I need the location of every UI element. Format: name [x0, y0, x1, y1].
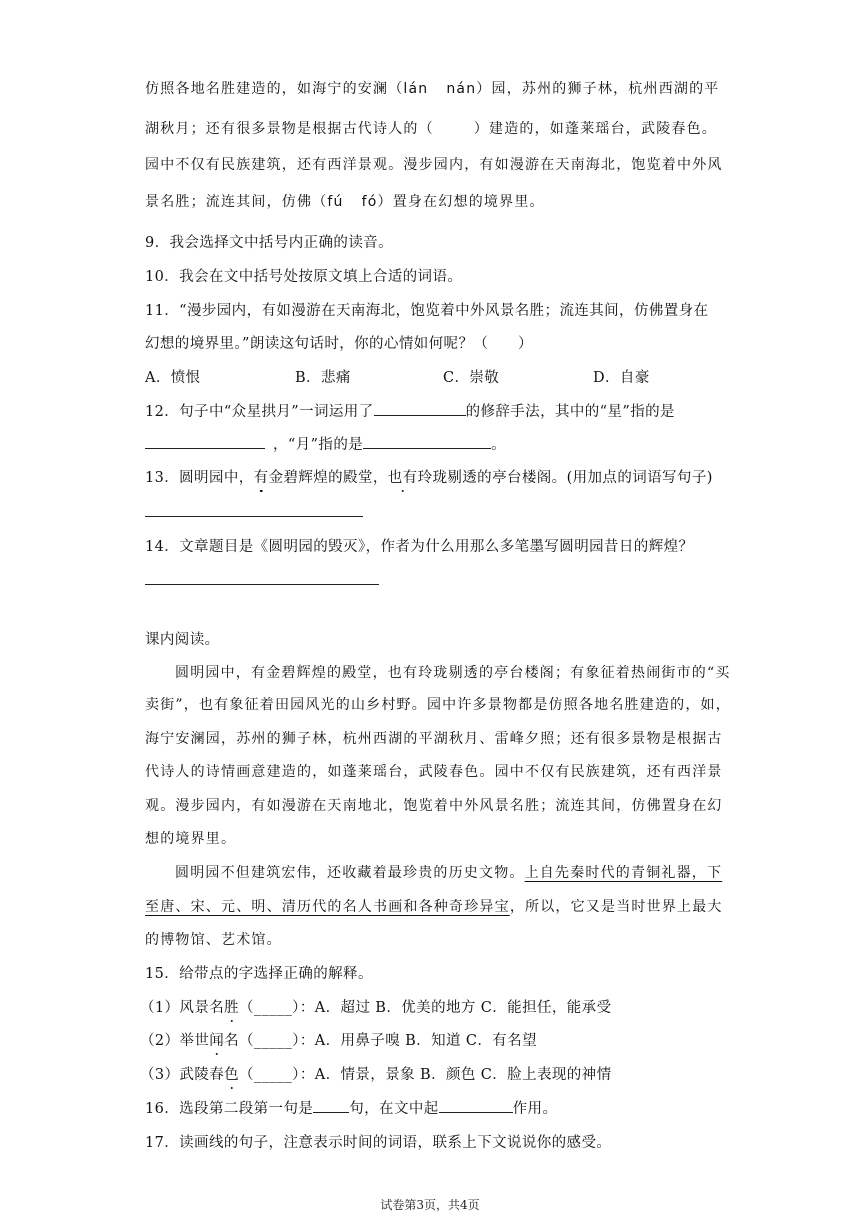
passage-line-2 [145, 118, 717, 138]
passage-text: 景名胜；流连其间，仿佛（ [145, 194, 328, 210]
question-text: （_____）：A．情景，景象 B．颜色 C．脸上表现的神情 [239, 1067, 612, 1083]
question-text: （3）武陵春 [140, 1067, 225, 1083]
reading-p1-line-2: 卖街”，也有象征着田园风光的山乡村野。园中许多景物都是仿照各地名胜建造的，如， [145, 697, 731, 713]
reading-p1-line-4: 代诗人的诗情画意建造的，如蓬莱瑶台，武陵春色。园中不仅有民族建筑，还有西洋景 [145, 764, 723, 780]
pinyin-option: fú [327, 194, 344, 210]
fill-blank[interactable] [363, 434, 491, 449]
reading-p1-line-1: 圆明园中，有金碧辉煌的殿堂，也有玲珑剔透的亭台楼阁；有象征着热闹街市的“买 [175, 665, 731, 681]
dotted-word: 有 [254, 466, 269, 487]
passage-text: 园中不仅有民族建筑，还有西洋景观。漫步园内，有如漫游在天南海北，饱览着中外风 [145, 157, 723, 173]
question-text: 的修辞手法，其中的“星”指的是 [465, 404, 675, 420]
reading-p2-line-3: 的博物馆、艺术馆。 [145, 932, 282, 948]
question-text: 名（_____）：A．用鼻子嗅 B．知道 C．有名望 [224, 1033, 537, 1049]
fill-blank[interactable] [439, 1098, 513, 1113]
pinyin-option: fó [361, 194, 378, 210]
question-text: 12．句子中“众星拱月”一词运用了 [145, 404, 374, 420]
fill-blank[interactable] [313, 1098, 349, 1113]
reading-p2-line-1 [175, 862, 722, 882]
question-11-line-2: 幻想的境界里。”朗读这句话时，你的心情如何呢？（ ） [145, 336, 533, 352]
dotted-char: 胜 [224, 996, 239, 1017]
question-12-line-2 [145, 433, 506, 454]
question-text: 金碧辉煌的殿堂， [268, 470, 388, 486]
question-text: 13．圆明园中， [145, 470, 254, 486]
reading-p2-line-2 [145, 896, 723, 916]
passage-text: 圆明园不但建筑宏伟，还收藏着最珍贵的历史文物。 [175, 865, 525, 881]
passage-line-4 [145, 191, 545, 211]
question-text: 句，在文中起 [349, 1101, 439, 1117]
question-text: 16．选段第二段第一句是 [145, 1101, 314, 1117]
question-text: 玲珑剔透的亭台楼阁。(用加点的词语写句子) [417, 470, 713, 486]
question-15-1 [140, 996, 611, 1017]
reading-p1-line-3: 海宁安澜园，苏州的狮子林，杭州西湖的平湖秋月、雷峰夕照；还有很多景物是根据古 [145, 731, 723, 747]
option-c[interactable]: C．崇敬 [443, 370, 500, 386]
question-text: （1）风景名 [140, 1000, 225, 1016]
question-16 [145, 1097, 557, 1118]
underlined-sentence: 至唐、宋、元、明、清历代的名人书画和各种奇珍异宝 [145, 899, 510, 915]
pinyin-option: nán [446, 81, 477, 97]
option-b[interactable]: B．悲痛 [295, 370, 351, 386]
passage-text: ，所以，它又是当时世界上最大 [509, 899, 723, 915]
question-15-2 [140, 1029, 537, 1050]
reading-heading: 课内阅读。 [145, 632, 220, 648]
passage-text: ）园，苏州的狮子林，杭州西湖的平 [476, 81, 720, 97]
fill-blank[interactable] [374, 401, 466, 416]
option-a[interactable]: A．愤恨 [145, 370, 201, 386]
answer-line[interactable] [145, 516, 363, 517]
answer-line[interactable] [145, 584, 379, 585]
question-11-options [145, 366, 650, 387]
question-text: 作用。 [512, 1101, 558, 1117]
question-15: 15．给带点的字选择正确的解释。 [145, 966, 373, 982]
question-11-line-1: 11．“漫步园内，有如漫游在天南海北，饱览着中外风景名胜；流连其间，仿佛置身在 [145, 303, 709, 319]
question-9: 9．我会选择文中括号内正确的读音。 [145, 235, 394, 251]
dotted-char: 色 [224, 1063, 239, 1084]
dotted-word: 也有 [388, 466, 418, 487]
passage-text: ）建造的，如蓬莱瑶台，武陵春色。 [473, 121, 718, 137]
question-12-line-1 [145, 400, 675, 421]
dotted-char: 闻 [209, 1029, 224, 1050]
reading-p1-line-6: 想的境界里。 [145, 831, 237, 847]
question-15-3 [140, 1063, 611, 1084]
fill-blank[interactable] [145, 434, 265, 449]
passage-line-3 [145, 154, 723, 174]
pinyin-option: lán [403, 81, 429, 97]
question-text: （2）举世 [140, 1033, 210, 1049]
question-17: 17．读画线的句子，注意表示时间的词语，联系上下文说说你的感受。 [145, 1135, 612, 1151]
question-text: 。 [491, 437, 507, 453]
page-footer: 试卷第3页，共4页 [380, 1198, 480, 1212]
reading-p1-line-5: 观。漫步园内，有如漫游在天南地北，饱览着中外风景名胜；流连其间，仿佛置身在幻 [145, 798, 723, 814]
underlined-sentence: 上自先秦时代的青铜礼器，下 [524, 865, 723, 881]
passage-text: ）置身在幻想的境界里。 [377, 194, 545, 210]
question-10: 10．我会在文中括号处按原文填上合适的词语。 [145, 269, 463, 285]
question-13 [145, 466, 713, 487]
question-text: （_____）：A．超过 B．优美的地方 C．能担任，能承受 [239, 1000, 612, 1016]
passage-line-1 [145, 78, 720, 98]
passage-text: 湖秋月；还有很多景物是根据古代诗人的（ [145, 121, 434, 137]
question-14: 14．文章题目是《圆明园的毁灭》，作者为什么用那么多笔墨写圆明园昔日的辉煌？ [145, 539, 694, 555]
question-text: ，“月”指的是 [273, 437, 364, 453]
option-d[interactable]: D．自豪 [593, 370, 650, 386]
passage-text: 仿照各地名胜建造的，如海宁的安澜（ [145, 81, 404, 97]
